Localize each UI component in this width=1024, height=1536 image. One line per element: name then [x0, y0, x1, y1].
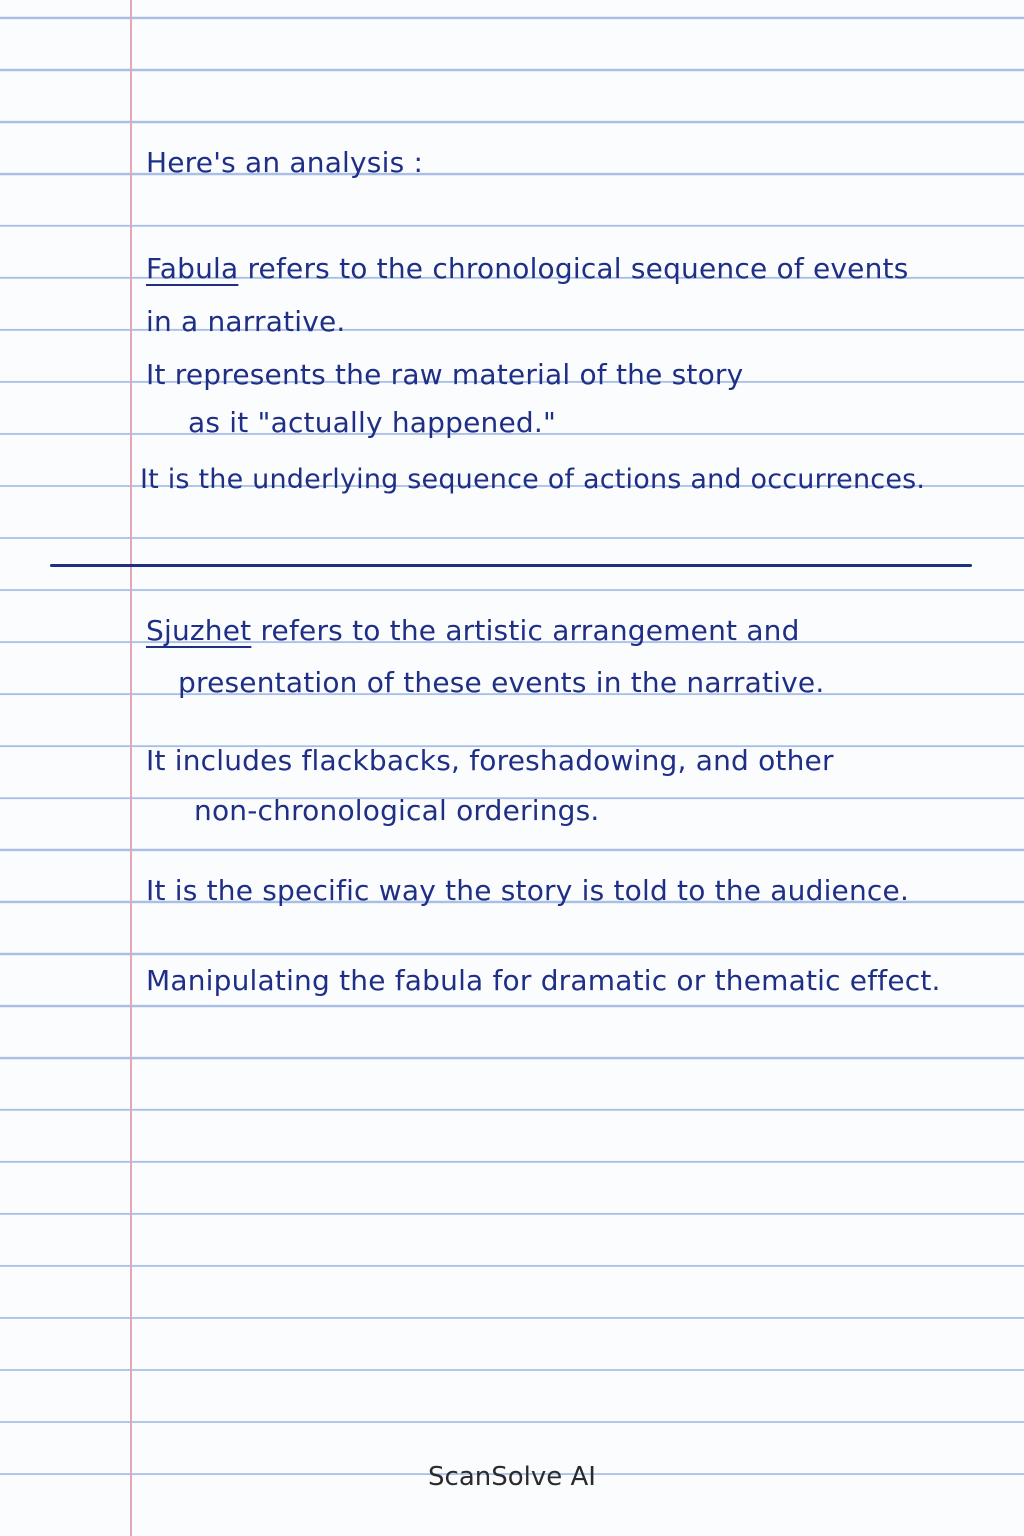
section-divider: [50, 564, 972, 567]
fabula-term: Fabula: [146, 252, 239, 285]
fabula-line-5: It is the underlying sequence of actions and occurrences.: [140, 464, 926, 495]
sjuzhet-line-1: [146, 614, 800, 647]
sjuzhet-line-3: It includes flackbacks, foreshadowing, and other: [146, 744, 834, 777]
fabula-line-2: in a narrative.: [146, 305, 346, 338]
margin-line: [130, 0, 132, 1536]
sjuzhet-line-2: presentation of these events in the narrative.: [178, 666, 825, 699]
fabula-line-1: [146, 252, 909, 285]
fabula-line-4: as it "actually happened.": [188, 406, 557, 439]
heading: Here's an analysis :: [146, 146, 424, 179]
watermark: ScanSolve AI: [428, 1462, 596, 1492]
sjuzhet-line-6: Manipulating the fabula for dramatic or thematic effect.: [146, 964, 941, 997]
fabula-line-3: It represents the raw material of the story: [146, 358, 744, 391]
fabula-line-1-rest: refers to the chronological sequence of events: [238, 252, 909, 285]
sjuzhet-line-1-rest: refers to the artistic arrangement and: [251, 614, 800, 647]
sjuzhet-term: Sjuzhet: [146, 614, 252, 647]
sjuzhet-line-4: non-chronological orderings.: [194, 794, 600, 827]
sjuzhet-line-5: It is the specific way the story is told to the audience.: [146, 874, 910, 907]
